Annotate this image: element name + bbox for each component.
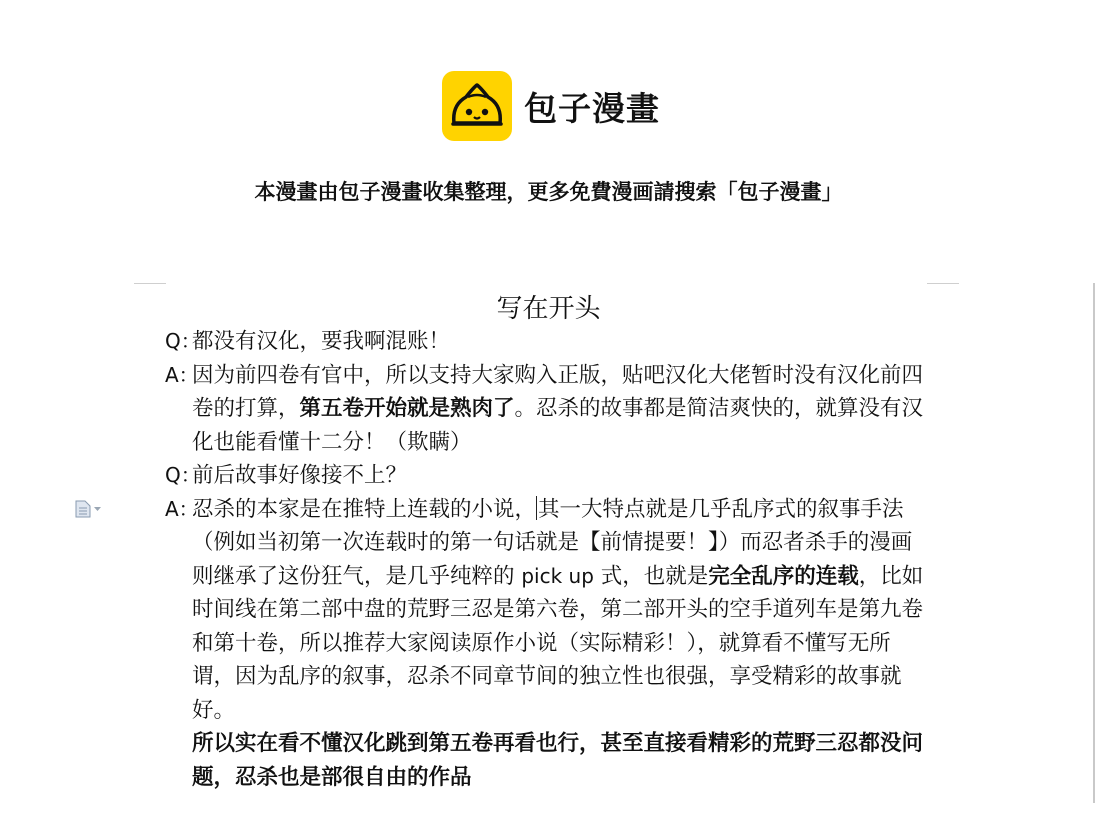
- baozi-logo-icon: [442, 71, 512, 141]
- brand-header: [442, 71, 660, 141]
- answer-text: ，比如时间线在第二部中盘的荒野三忍是第六卷，第二部开头的空手道列车是第九卷和第十卷，所以推荐大家阅读原作小说（实际精彩！），就算看不懂写无所谓，因为乱序的叙事，忍杀不同章节间的独立性也很强，享受精彩的故事就好。: [192, 563, 924, 723]
- question-2: [165, 459, 930, 493]
- question-text: 前后故事好像接不上？: [192, 463, 408, 488]
- answer-text: 因为前四卷有官中，所以支持大家购入正版，贴吧汉化大佬暂时没有汉化前四卷的打算，: [192, 362, 924, 421]
- answer-text: 式，也就是: [593, 563, 709, 589]
- a-label: A：: [165, 362, 199, 387]
- q-label: Q：: [165, 329, 201, 353]
- answer-latin-text: pick up: [521, 563, 594, 588]
- a-label: A：: [165, 496, 199, 521]
- chevron-down-icon[interactable]: [94, 507, 101, 512]
- source-notice: 本漫畫由包子漫畫收集整理，更多免費漫画請搜索「包子漫畫」: [254, 180, 843, 204]
- page-corner-left: [134, 283, 166, 284]
- answer-bold-text: 完全乱序的连载: [708, 563, 859, 589]
- page-corner-right: [927, 283, 959, 284]
- paragraph-options-icon[interactable]: [75, 500, 101, 518]
- answer-text: 其一大特点就是几乎乱序式的叙事手法（例如当初第一次连载时的第一句话就是【前情提要！】）而忍者杀手的漫画则继承了这份狂气，是几乎纯粹的: [192, 496, 913, 589]
- question-text: 都没有汉化，要我啊混账！: [192, 329, 451, 354]
- document-title: 写在开头: [496, 294, 601, 324]
- question-1: [165, 325, 930, 359]
- text-cursor: [536, 496, 537, 520]
- answer-text: 。忍杀的故事都是简洁爽快的，就算没有汉化也能看懂十二分！（欺瞒）: [192, 396, 924, 455]
- answer-2: [165, 493, 930, 795]
- answer-text: 忍杀的本家是在推特上连载的小说，: [192, 496, 537, 522]
- q-label: Q：: [165, 463, 201, 487]
- scrollbar[interactable]: [1093, 283, 1095, 803]
- answer-1: [165, 359, 930, 460]
- answer-bold-text: 第五卷开始就是熟肉了: [299, 396, 515, 421]
- answer-bold-text: 所以实在看不懂汉化跳到第五卷再看也行，甚至直接看精彩的荒野三忍都没问题，忍杀也是部很自由的作品: [192, 731, 924, 790]
- brand-name: 包子漫畫: [524, 88, 660, 128]
- document-body: [165, 325, 930, 794]
